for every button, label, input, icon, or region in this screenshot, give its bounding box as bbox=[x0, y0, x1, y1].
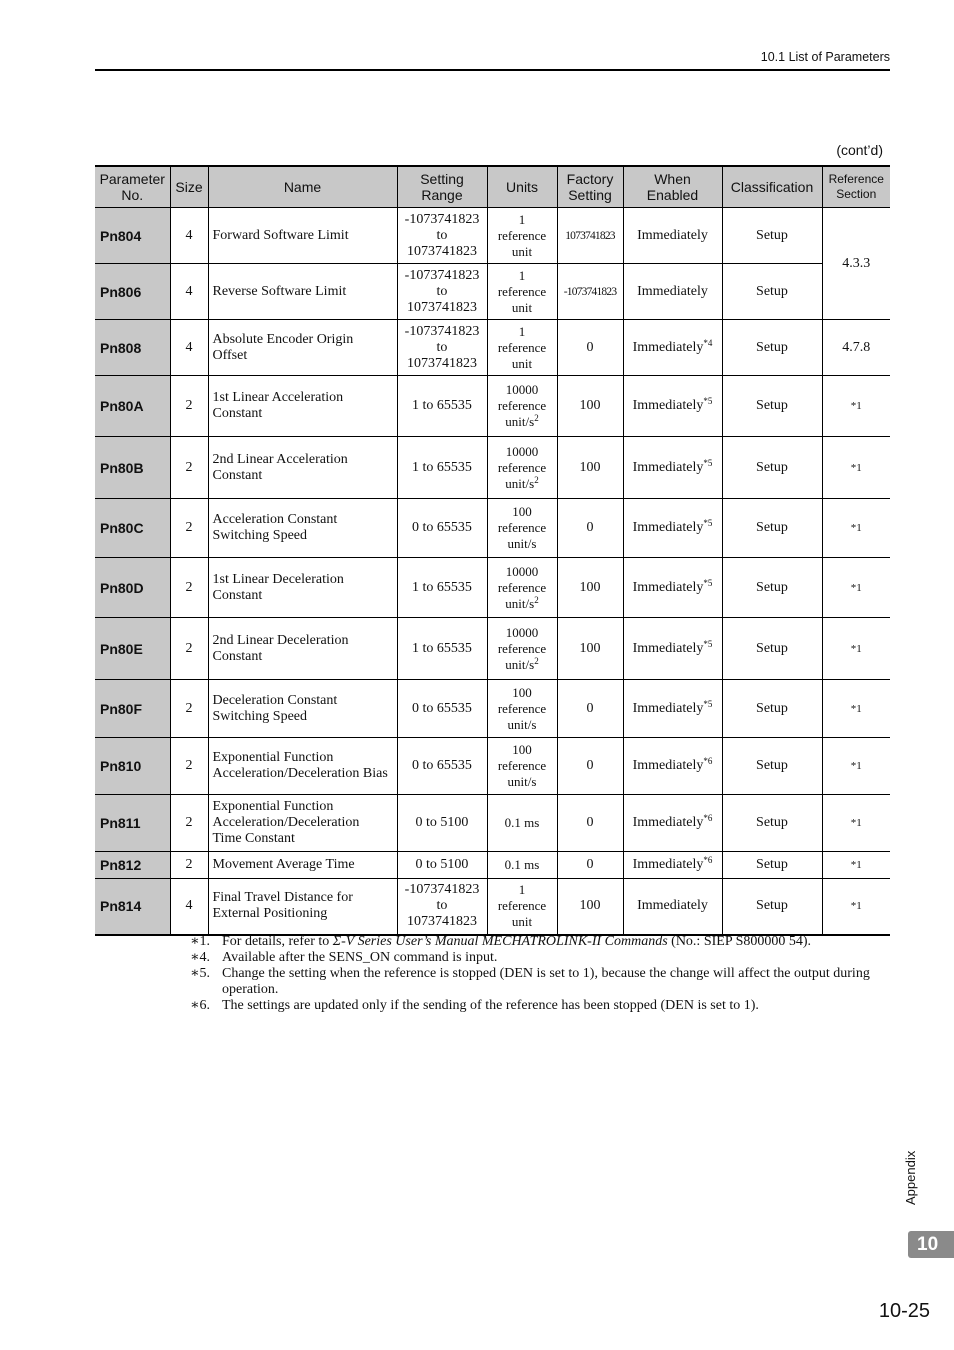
cell-line: unit/s bbox=[505, 414, 535, 429]
superscript: 2 bbox=[534, 474, 539, 485]
units-cell bbox=[487, 320, 557, 376]
continued-label: (cont’d) bbox=[836, 142, 883, 158]
units-cell bbox=[487, 376, 557, 437]
cell-line: 2nd Linear Deceleration bbox=[212, 632, 349, 648]
units-cell bbox=[487, 558, 557, 618]
name-cell bbox=[208, 437, 397, 499]
cell-line: Deceleration Constant bbox=[212, 692, 338, 708]
cell-line: 0 to 65535 bbox=[412, 758, 472, 773]
note-ref: *6 bbox=[703, 813, 713, 823]
name-cell bbox=[208, 320, 397, 376]
when-enabled-text: Immediately bbox=[632, 579, 704, 595]
cell-line: 1 to 65535 bbox=[412, 579, 472, 595]
setting-range-cell bbox=[397, 852, 487, 879]
cell-line: External Positioning bbox=[212, 906, 328, 922]
table-row bbox=[95, 320, 890, 376]
header-size: Size bbox=[170, 166, 208, 208]
param-no-cell: Pn80C bbox=[95, 499, 170, 558]
cell-line: Constant bbox=[212, 406, 263, 421]
note-ref: *6 bbox=[703, 855, 713, 865]
table-row bbox=[95, 208, 890, 264]
size-cell: 4 bbox=[170, 208, 208, 264]
cell-line: 100 bbox=[512, 684, 532, 700]
when-enabled-cell bbox=[623, 208, 722, 264]
name-cell bbox=[208, 680, 397, 738]
when-enabled-cell bbox=[623, 795, 722, 852]
when-enabled-cell bbox=[623, 852, 722, 879]
param-no-cell: Pn80A bbox=[95, 376, 170, 437]
setting-range-cell bbox=[397, 208, 487, 264]
cell-line: 1073741823 bbox=[407, 243, 477, 259]
factory-setting-cell: 0 bbox=[557, 795, 623, 852]
param-no-cell: Pn806 bbox=[95, 264, 170, 320]
cell-line: Acceleration Constant bbox=[212, 512, 338, 527]
cell-line: reference bbox=[497, 398, 547, 413]
size-cell: 2 bbox=[170, 852, 208, 879]
cell-line: 1 to 65535 bbox=[412, 398, 472, 413]
cell-line: 10000 bbox=[505, 563, 539, 579]
table-row bbox=[95, 264, 890, 320]
header-reference-section: Reference Section bbox=[822, 166, 890, 208]
header-when-enabled: When Enabled bbox=[623, 166, 722, 208]
setting-range-cell bbox=[397, 264, 487, 320]
cell-line: unit/s bbox=[505, 595, 535, 611]
cell-line: Exponential Function bbox=[212, 799, 334, 814]
table-body bbox=[95, 208, 890, 935]
cell-line: 10000 bbox=[505, 624, 539, 640]
name-cell bbox=[208, 738, 397, 795]
header-name: Name bbox=[208, 166, 397, 208]
classification-cell: Setup bbox=[722, 437, 822, 499]
footnote-text: The settings are updated only if the sending of the reference has been stopped (DEN is set to 1). bbox=[222, 998, 759, 1013]
cell-line: Constant bbox=[212, 467, 263, 483]
setting-range-cell bbox=[397, 437, 487, 499]
header-setting-range: Setting Range bbox=[397, 166, 487, 208]
chapter-side-label: Appendix bbox=[903, 1150, 918, 1205]
when-enabled-cell bbox=[623, 499, 722, 558]
cell-line: -1073741823 bbox=[404, 882, 480, 898]
units-cell bbox=[487, 618, 557, 680]
classification-cell: Setup bbox=[722, 320, 822, 376]
note-ref: *5 bbox=[703, 638, 713, 649]
param-no-cell: Pn810 bbox=[95, 738, 170, 795]
footnote-marker: ∗6. bbox=[190, 998, 211, 1013]
cell-line: 1073741823 bbox=[407, 299, 477, 315]
size-cell: 4 bbox=[170, 320, 208, 376]
reference-section-cell: *1 bbox=[822, 558, 890, 618]
setting-range-cell bbox=[397, 879, 487, 935]
when-enabled-text: Immediately bbox=[637, 898, 708, 914]
name-cell bbox=[208, 499, 397, 558]
table-row bbox=[95, 852, 890, 879]
cell-line: Final Travel Distance for bbox=[212, 890, 353, 906]
factory-setting-cell: 0 bbox=[557, 680, 623, 738]
factory-setting-cell: 0 bbox=[557, 320, 623, 376]
name-cell bbox=[208, 376, 397, 437]
reference-section-cell: *1 bbox=[822, 738, 890, 795]
when-enabled-cell bbox=[623, 680, 722, 738]
cell-line: Switching Speed bbox=[212, 528, 307, 543]
name-cell bbox=[208, 795, 397, 852]
cell-line: unit/s bbox=[507, 774, 537, 789]
table-row bbox=[95, 376, 890, 437]
units-cell bbox=[487, 852, 557, 879]
table-row bbox=[95, 795, 890, 852]
cell-line: reference bbox=[497, 227, 547, 243]
reference-section-cell: 4.3.3 bbox=[822, 208, 890, 320]
footnote-marker: ∗1. bbox=[190, 934, 211, 949]
superscript: 2 bbox=[534, 594, 539, 605]
cell-line: unit/s bbox=[505, 475, 535, 491]
factory-setting-cell: 100 bbox=[557, 618, 623, 680]
size-cell: 2 bbox=[170, 618, 208, 680]
when-enabled-text: Immediately bbox=[637, 283, 708, 299]
size-cell: 2 bbox=[170, 437, 208, 499]
param-no-cell: Pn814 bbox=[95, 879, 170, 935]
superscript: 2 bbox=[534, 655, 539, 666]
setting-range-cell bbox=[397, 558, 487, 618]
table-row bbox=[95, 738, 890, 795]
footnote-text: (No.: SIEP S800000 54). bbox=[667, 934, 812, 949]
parameter-table bbox=[95, 165, 890, 936]
cell-line: Acceleration/Deceleration Bias bbox=[212, 766, 388, 781]
units-cell bbox=[487, 680, 557, 738]
note-ref: *5 bbox=[703, 396, 713, 406]
setting-range-cell bbox=[397, 795, 487, 852]
cell-line: reference bbox=[497, 520, 547, 535]
factory-setting-cell: 0 bbox=[557, 738, 623, 795]
cell-line: reference bbox=[497, 579, 547, 595]
reference-section-cell: *1 bbox=[822, 852, 890, 879]
cell-line: Absolute Encoder Origin bbox=[212, 331, 354, 347]
header-rule bbox=[95, 69, 890, 71]
when-enabled-text: Immediately bbox=[632, 398, 704, 413]
name-cell bbox=[208, 852, 397, 879]
param-no-cell: Pn808 bbox=[95, 320, 170, 376]
when-enabled-text: Immediately bbox=[632, 520, 704, 535]
reference-section-cell: *1 bbox=[822, 680, 890, 738]
cell-line: 0.1 ms bbox=[504, 815, 540, 830]
cell-line: 2nd Linear Acceleration bbox=[212, 451, 348, 467]
when-enabled-text: Immediately bbox=[632, 339, 704, 355]
classification-cell: Setup bbox=[722, 376, 822, 437]
when-enabled-text: Immediately bbox=[637, 227, 708, 243]
reference-section-cell: *1 bbox=[822, 376, 890, 437]
name-cell bbox=[208, 879, 397, 935]
header-param-no: Parameter No. bbox=[95, 166, 170, 208]
size-cell: 4 bbox=[170, 264, 208, 320]
cell-line: reference bbox=[497, 283, 547, 299]
cell-line: 0.1 ms bbox=[504, 857, 540, 872]
footnote-text: Available after the SENS_ON command is input. bbox=[222, 950, 498, 965]
cell-line: 1st Linear Acceleration bbox=[212, 390, 344, 405]
cell-line: 1073741823 bbox=[407, 355, 477, 371]
cell-line: reference bbox=[497, 898, 547, 914]
units-cell bbox=[487, 499, 557, 558]
classification-cell: Setup bbox=[722, 795, 822, 852]
cell-line: -1073741823 bbox=[404, 323, 480, 339]
classification-cell: Setup bbox=[722, 264, 822, 320]
size-cell: 2 bbox=[170, 680, 208, 738]
size-cell: 2 bbox=[170, 376, 208, 437]
units-cell bbox=[487, 738, 557, 795]
when-enabled-cell bbox=[623, 320, 722, 376]
when-enabled-cell bbox=[623, 376, 722, 437]
cell-line: Reverse Software Limit bbox=[212, 283, 347, 299]
units-cell bbox=[487, 208, 557, 264]
cell-line: 0 to 5100 bbox=[415, 857, 469, 872]
cell-line: 100 bbox=[512, 742, 532, 757]
cell-line: 10000 bbox=[505, 443, 539, 459]
cell-line: to bbox=[436, 339, 448, 355]
footnote-text: Change the setting when the reference is stopped (DEN is set to 1), because the change will affect the output during operation. bbox=[222, 966, 870, 997]
note-ref: *5 bbox=[703, 577, 713, 588]
superscript: 2 bbox=[534, 413, 539, 423]
size-cell: 2 bbox=[170, 795, 208, 852]
cell-line: Constant bbox=[212, 587, 263, 603]
classification-cell: Setup bbox=[722, 558, 822, 618]
cell-line: 1 bbox=[518, 211, 526, 227]
reference-section-cell: 4.7.8 bbox=[822, 320, 890, 376]
when-enabled-text: Immediately bbox=[632, 815, 704, 830]
classification-cell: Setup bbox=[722, 499, 822, 558]
classification-cell: Setup bbox=[722, 618, 822, 680]
cell-line: 1 to 65535 bbox=[412, 459, 472, 475]
factory-setting-cell: 1073741823 bbox=[557, 208, 623, 264]
classification-cell: Setup bbox=[722, 852, 822, 879]
cell-line: Time Constant bbox=[212, 831, 295, 846]
cell-line: 1st Linear Deceleration bbox=[212, 571, 344, 587]
footnote-text: For details, refer to bbox=[222, 934, 333, 949]
footnote-marker: ∗5. bbox=[190, 966, 211, 981]
classification-cell: Setup bbox=[722, 208, 822, 264]
cell-line: 100 bbox=[512, 504, 532, 519]
cell-line: to bbox=[436, 227, 448, 243]
footnote-4 bbox=[190, 950, 890, 966]
note-ref: *4 bbox=[703, 337, 713, 348]
cell-line: -1073741823 bbox=[404, 211, 480, 227]
cell-line: reference bbox=[497, 700, 547, 716]
when-enabled-text: Immediately bbox=[632, 640, 704, 656]
cell-line: unit bbox=[511, 914, 533, 930]
section-title: 10.1 List of Parameters bbox=[760, 50, 890, 64]
factory-setting-cell: 100 bbox=[557, 376, 623, 437]
table-row bbox=[95, 558, 890, 618]
factory-setting-cell: 100 bbox=[557, 879, 623, 935]
param-no-cell: Pn80F bbox=[95, 680, 170, 738]
setting-range-cell bbox=[397, 320, 487, 376]
setting-range-cell bbox=[397, 738, 487, 795]
name-cell bbox=[208, 618, 397, 680]
units-cell bbox=[487, 879, 557, 935]
cell-line: 1073741823 bbox=[407, 914, 477, 930]
table-row bbox=[95, 879, 890, 935]
param-no-cell: Pn804 bbox=[95, 208, 170, 264]
chapter-tab: 10 bbox=[908, 1231, 954, 1258]
cell-line: reference bbox=[497, 758, 547, 773]
reference-section-cell: *1 bbox=[822, 879, 890, 935]
cell-line: Offset bbox=[212, 347, 248, 363]
table-row bbox=[95, 618, 890, 680]
units-cell bbox=[487, 264, 557, 320]
reference-section-cell: *1 bbox=[822, 618, 890, 680]
when-enabled-cell bbox=[623, 437, 722, 499]
cell-line: unit/s bbox=[505, 656, 535, 672]
factory-setting-cell: 100 bbox=[557, 558, 623, 618]
cell-line: -1073741823 bbox=[404, 267, 480, 283]
when-enabled-text: Immediately bbox=[632, 758, 704, 773]
cell-line: 10000 bbox=[505, 382, 539, 397]
cell-line: 0 to 5100 bbox=[415, 815, 469, 830]
reference-section-cell: *1 bbox=[822, 795, 890, 852]
name-cell bbox=[208, 264, 397, 320]
when-enabled-cell bbox=[623, 264, 722, 320]
setting-range-cell bbox=[397, 499, 487, 558]
footnote-6 bbox=[190, 998, 890, 1014]
note-ref: *6 bbox=[703, 756, 713, 766]
factory-setting-cell: 100 bbox=[557, 437, 623, 499]
cell-line: unit bbox=[511, 355, 533, 371]
cell-line: Switching Speed bbox=[212, 708, 307, 724]
cell-line: Acceleration/Deceleration bbox=[212, 815, 360, 830]
when-enabled-cell bbox=[623, 618, 722, 680]
cell-line: Movement Average Time bbox=[212, 857, 355, 872]
footnote-1 bbox=[190, 934, 890, 950]
table-row bbox=[95, 680, 890, 738]
size-cell: 2 bbox=[170, 499, 208, 558]
header-units: Units bbox=[487, 166, 557, 208]
classification-cell: Setup bbox=[722, 879, 822, 935]
param-no-cell: Pn80B bbox=[95, 437, 170, 499]
cell-line: 0 to 65535 bbox=[412, 520, 472, 535]
note-ref: *5 bbox=[703, 698, 713, 709]
cell-line: unit bbox=[511, 243, 533, 259]
header-classification: Classification bbox=[722, 166, 822, 208]
cell-line: to bbox=[436, 283, 448, 299]
factory-setting-cell: 0 bbox=[557, 499, 623, 558]
name-cell bbox=[208, 558, 397, 618]
cell-line: unit bbox=[511, 299, 533, 315]
footnotes bbox=[190, 934, 890, 1014]
param-no-cell: Pn80E bbox=[95, 618, 170, 680]
reference-section-cell: *1 bbox=[822, 437, 890, 499]
factory-setting-cell: -1073741823 bbox=[557, 264, 623, 320]
size-cell: 2 bbox=[170, 558, 208, 618]
note-ref: *5 bbox=[703, 518, 713, 528]
cell-line: Constant bbox=[212, 648, 263, 664]
header-factory-setting: Factory Setting bbox=[557, 166, 623, 208]
cell-line: unit/s bbox=[507, 536, 537, 551]
cell-line: 1 bbox=[518, 882, 526, 898]
note-ref: *5 bbox=[703, 457, 713, 468]
when-enabled-cell bbox=[623, 558, 722, 618]
setting-range-cell bbox=[397, 680, 487, 738]
footnote-marker: ∗4. bbox=[190, 950, 211, 965]
cell-line: reference bbox=[497, 640, 547, 656]
when-enabled-cell bbox=[623, 738, 722, 795]
cell-line: 1 bbox=[518, 323, 526, 339]
classification-cell: Setup bbox=[722, 680, 822, 738]
reference-section-cell: *1 bbox=[822, 499, 890, 558]
cell-line: 0 to 65535 bbox=[412, 700, 472, 716]
cell-line: reference bbox=[497, 339, 547, 355]
param-no-cell: Pn812 bbox=[95, 852, 170, 879]
setting-range-cell bbox=[397, 618, 487, 680]
table-header-row bbox=[95, 166, 890, 208]
when-enabled-text: Immediately bbox=[632, 459, 704, 475]
when-enabled-text: Immediately bbox=[632, 700, 704, 716]
cell-line: Exponential Function bbox=[212, 750, 334, 765]
cell-line: to bbox=[436, 898, 448, 914]
units-cell bbox=[487, 795, 557, 852]
cell-line: reference bbox=[497, 459, 547, 475]
table-row bbox=[95, 437, 890, 499]
factory-setting-cell: 0 bbox=[557, 852, 623, 879]
footnote-5 bbox=[190, 966, 890, 998]
name-cell bbox=[208, 208, 397, 264]
manual-title: Σ-V Series User’s Manual MECHATROLINK-II Commands bbox=[332, 934, 668, 949]
param-no-cell: Pn811 bbox=[95, 795, 170, 852]
cell-line: 1 bbox=[518, 267, 526, 283]
page-number: 10-25 bbox=[878, 1300, 930, 1322]
when-enabled-cell bbox=[623, 879, 722, 935]
classification-cell: Setup bbox=[722, 738, 822, 795]
size-cell: 4 bbox=[170, 879, 208, 935]
cell-line: Forward Software Limit bbox=[212, 227, 349, 243]
units-cell bbox=[487, 437, 557, 499]
when-enabled-text: Immediately bbox=[632, 857, 704, 872]
param-no-cell: Pn80D bbox=[95, 558, 170, 618]
setting-range-cell bbox=[397, 376, 487, 437]
size-cell: 2 bbox=[170, 738, 208, 795]
cell-line: 1 to 65535 bbox=[412, 640, 472, 656]
table-row bbox=[95, 499, 890, 558]
cell-line: unit/s bbox=[507, 716, 537, 732]
